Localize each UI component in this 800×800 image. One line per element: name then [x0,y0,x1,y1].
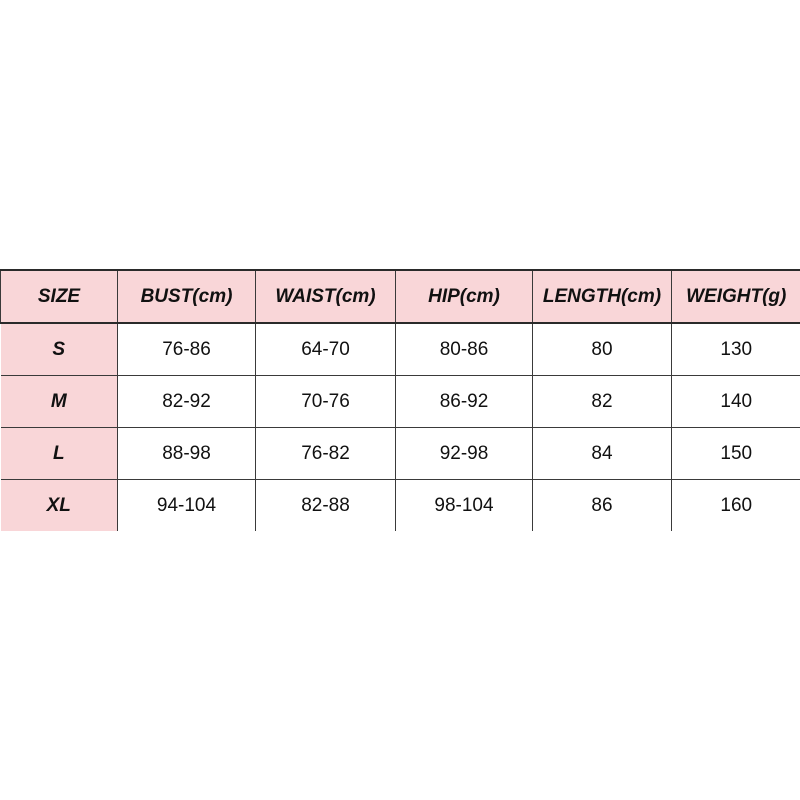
waist-value: 82-88 [256,480,396,532]
size-chart-table [0,269,800,531]
length-value: 86 [533,480,672,532]
header-waist: WAIST(cm) [256,270,396,323]
header-bust: BUST(cm) [118,270,256,323]
table-row [1,376,800,428]
table-row [1,428,800,480]
hip-value: 86-92 [396,376,533,428]
waist-value: 70-76 [256,376,396,428]
bust-value: 82-92 [118,376,256,428]
length-value: 84 [533,428,672,480]
hip-value: 80-86 [396,323,533,376]
waist-value: 76-82 [256,428,396,480]
weight-value: 140 [672,376,800,428]
hip-value: 98-104 [396,480,533,532]
size-label: XL [1,480,118,532]
header-size: SIZE [1,270,118,323]
bust-value: 88-98 [118,428,256,480]
weight-value: 150 [672,428,800,480]
size-label: M [1,376,118,428]
length-value: 82 [533,376,672,428]
header-hip: HIP(cm) [396,270,533,323]
bust-value: 94-104 [118,480,256,532]
waist-value: 64-70 [256,323,396,376]
table-row [1,323,800,376]
hip-value: 92-98 [396,428,533,480]
weight-value: 130 [672,323,800,376]
table-row [1,480,800,532]
size-label: L [1,428,118,480]
header-length: LENGTH(cm) [533,270,672,323]
bust-value: 76-86 [118,323,256,376]
length-value: 80 [533,323,672,376]
header-weight: WEIGHT(g) [672,270,800,323]
table-header-row [1,270,800,323]
weight-value: 160 [672,480,800,532]
size-label: S [1,323,118,376]
